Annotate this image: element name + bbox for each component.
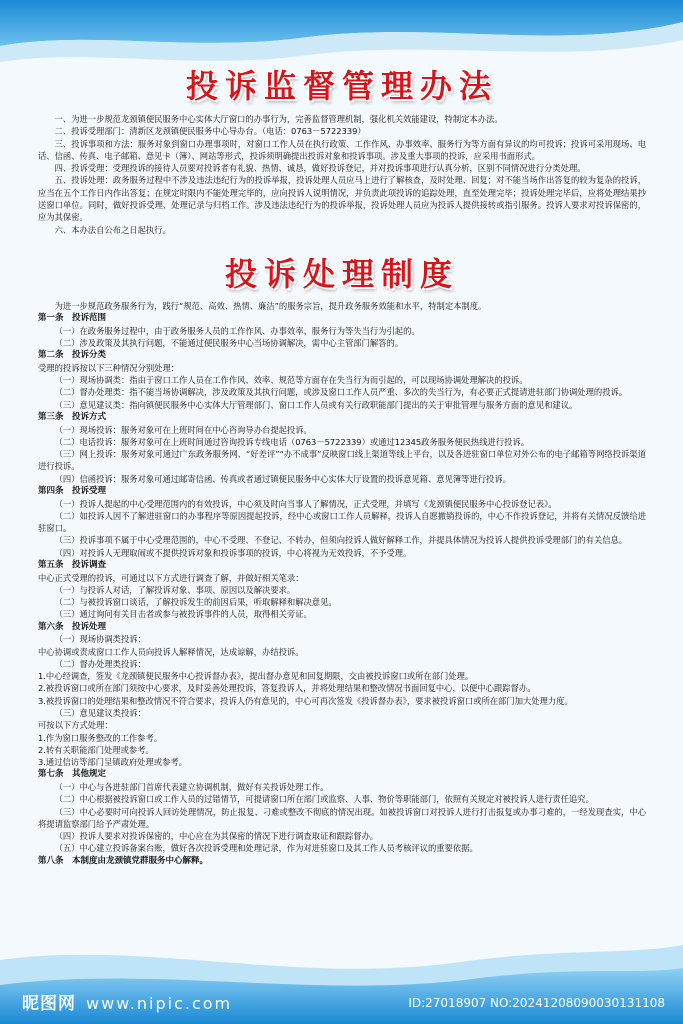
article-paragraph: （四）信函投诉：服务对象可通过邮寄信函、传真或者通过镇便民服务中心实体大厅设置的投诉意见箱、意见簿等进行投诉。 — [54, 473, 511, 484]
image-id-text: ID:27018907 NO:20241208090030131108 — [408, 996, 665, 1010]
article-paragraph: （二）中心根据被投诉窗口或工作人员的过错情节，可提请窗口所在部门或监察、人事、物价等职能部门，依照有关规定对被投诉人进行责任追究。 — [54, 794, 594, 805]
article-paragraph: 3.通过信访等部门呈镇政府处理或参考。 — [38, 757, 187, 768]
site-logo — [22, 989, 232, 1014]
rule-paragraph: 五、投诉处理：政务服务过程中不涉及违法违纪行为的投诉举报，投诉处理人员应马上进行了解核查，及时处理、回复；对不能当场作出答复的较为复杂的投诉，应当在五个工作日内作出答复；在规定时限内不能处理完毕的，应向投诉人说明情况，并负责此项投诉的追踪处理，直至处理完毕；投诉处理完毕后，应将处理结果抄送窗口单位。同时，做好投诉受理、处理记录与归档工作。涉及违法违纪行为的投诉举报，投诉处理人员应为投诉人提供接转或指引服务。投诉人要求对投诉保密的，应为其保密。 — [38, 175, 646, 223]
article-heading: 第二条 投诉分类 — [38, 350, 107, 361]
article-paragraph: （二）如投诉人因不了解进驻窗口的办事程序等原因提起投诉，经中心或窗口工作人员解释，投诉人自愿撤销投诉的，中心不作投诉登记，并将有关情况反馈给进驻窗口。 — [38, 510, 646, 534]
rule-paragraph: 六、本办法自公布之日起执行。 — [54, 224, 171, 235]
article-paragraph: （二）督办处理类投诉： — [54, 658, 146, 669]
article-paragraph: 受理的投诉按以下三种情况分别处理： — [38, 362, 180, 373]
article-paragraph: （二）电话投诉：服务对象可在上班时间通过咨询投诉专线电话（0763－5722339）或通过12345政务服务便民热线进行投诉。 — [54, 436, 530, 447]
article-paragraph: 2.转有关职能部门处理或参考。 — [38, 744, 154, 755]
article-paragraph: （四）对投诉人无理取闹或不提供投诉对象和投诉事项的投诉，中心将视为无效投诉，不予受理。 — [54, 547, 412, 558]
article-paragraph: 可按以下方式处理： — [38, 720, 113, 731]
title-complaint-handling: 投诉处理制度 — [224, 254, 459, 293]
article-paragraph: （三）通过询问有关目击者或参与被投诉事件的人员，取得相关旁证。 — [54, 609, 312, 620]
article-heading: 第三条 投诉方式 — [38, 412, 107, 423]
article-paragraph: （二）与被投诉窗口谈话，了解投诉发生的前因后果，听取解释和解决意见。 — [54, 597, 337, 608]
site-logo-text: 昵图网 — [22, 994, 76, 1014]
article-paragraph: （一）在政务服务过程中，由于政务服务人员的工作作风、办事效率、服务行为等失当行为引起的。 — [54, 325, 420, 336]
article-paragraph: （一）现场协调类投诉： — [54, 634, 146, 645]
article-paragraph: 中心正式受理的投诉，可通过以下方式进行调查了解，并做好相关笔录： — [38, 572, 304, 583]
article-heading: 第八条 本制度由龙颈镇党群服务中心解释。 — [38, 855, 209, 866]
article-paragraph: （三）意见建议类投诉： — [54, 707, 146, 718]
footer-bar — [0, 980, 683, 1024]
article-paragraph: （一）现场协调类：指由于窗口工作人员在工作作风、效率、规范等方面存在失当行为而引起的，可以现场协调处理解决的投诉。 — [54, 375, 528, 386]
article-paragraph: （一）现场投诉：服务对象可在上班时间在中心咨询导办台提起投诉。 — [54, 424, 312, 435]
title-complaint-supervision: 投诉监督管理办法 — [185, 67, 498, 105]
article-paragraph: （三）中心必要时可向投诉人回访处理情况，防止报复、刁难或整改不彻底的情况出现。如被投诉窗口对投诉人进行打击报复或办事刁难的，一经发现查实，中心将提请监察部门给予严肃处理。 — [38, 806, 646, 829]
article-paragraph: （一）中心与各进驻部门首席代表建立协调机制，做好有关投诉处理工作。 — [54, 781, 329, 792]
article-heading: 第四条 投诉受理 — [38, 486, 107, 497]
site-url: www.nipic.com — [86, 994, 233, 1013]
article-paragraph: （二）督办处理类：指不能当场协调解决，涉及政策及其执行问题，或涉及窗口工作人员严重、多次的失当行为，有必要正式提请进驻部门协调处理的投诉。 — [54, 387, 628, 398]
article-heading: 第一条 投诉范围 — [38, 313, 107, 324]
article-heading: 第六条 投诉处理 — [38, 621, 107, 632]
article-paragraph: 3.被投诉窗口的处理结果和整改情况不符合要求，投诉人仍有意见的，中心可再次签发《投诉督办表》，要求被投诉窗口或所在部门加大处理力度。 — [38, 695, 573, 706]
section-supervision-rules — [38, 113, 646, 236]
poster-content — [38, 55, 646, 867]
section-handling-articles — [38, 312, 646, 867]
article-paragraph: （二）涉及政策及其执行问题，不能通过便民服务中心当场协调解决，需中心主管部门解答的。 — [54, 338, 404, 349]
rule-paragraph: 四、投诉受理：受理投诉的接待人员要对投诉者有礼貌、热情、诚恳，做好投诉登记，并对投诉事项进行认真分析，区别不同情况进行分类处理。 — [54, 163, 586, 174]
article-paragraph: （三）投诉事项不属于中心受理范围的，中心不受理、不登记、不转办，但须向投诉人做好解释工作，并提具体情况为投诉人提供投诉受理部门的有关信息。 — [54, 535, 628, 546]
article-paragraph: （一）投诉人提起的中心受理范围内的有效投诉，中心须及时向当事人了解情况，正式受理，并填写《龙颈镇便民服务中心投诉登记表》。 — [54, 498, 557, 509]
article-paragraph: （一）与投诉人对话，了解投诉对象、事项、原因以及解决要求。 — [54, 584, 296, 595]
article-paragraph: 2.被投诉窗口或所在部门须按中心要求，及时妥善处理投诉，答复投诉人，并将处理结果和整改情况书面回复中心，以便中心跟踪督办。 — [38, 683, 536, 694]
rule-paragraph: 一、为进一步规范龙颈镇便民服务中心实体大厅窗口的办事行为，完善监督管理机制，强化机关效能建设，特制定本办法。 — [54, 114, 503, 124]
article-paragraph: 中心协调或责成窗口工作人员向投诉人解释情况，达成谅解，办结投诉。 — [38, 646, 304, 657]
article-heading: 第七条 其他规定 — [38, 769, 107, 780]
article-paragraph: 1.作为窗口服务整改的工作参考。 — [38, 732, 163, 743]
article-paragraph: （四）投诉人要求对投诉保密的，中心应在为其保密的情况下进行调查取证和跟踪督办。 — [54, 831, 379, 842]
article-paragraph: （三）意见建议类：指向镇便民服务中心实体大厅管理部门、窗口工作人员或有关行政职能部门提出的关于审批管理与服务方面的意见和建议。 — [54, 399, 578, 410]
article-heading: 第五条 投诉调查 — [38, 560, 107, 571]
intro-paragraph: 为进一步规范政务服务行为，践行“规范、高效、热情、廉洁”的服务宗旨，提升政务服务效能和水平，特制定本制度。 — [54, 300, 487, 311]
article-paragraph: （三）网上投诉：服务对象可通过广东政务服务网、“好差评”“办不成事”反映窗口线上渠道等线上平台，以及各进驻窗口单位对外公布的电子邮箱等网络投诉渠道进行投诉。 — [38, 449, 646, 472]
rule-paragraph: 二、投诉受理部门：清新区龙颈镇便民服务中心导办台。（电话：0763－5722339） — [54, 126, 366, 137]
article-paragraph: 1.中心经调查，签发《龙颈镇便民服务中心投诉督办表》，提出督办意见和回复期限，交由被投诉窗口或所在部门处理。 — [38, 671, 474, 682]
article-paragraph: （五）中心建立投诉备案台账，做好各次投诉受理和处理记录，作为对进驻窗口及其工作人员考核评议的重要依据。 — [54, 843, 478, 854]
rule-paragraph: 三、投诉事项和方法：服务对象到窗口办理事项时，对窗口工作人员在执行政策、工作作风、办事效率、服务行为等方面有异议的均可投诉；投诉可采用现场、电话、信函、传真、电子邮箱、意见卡（簿）、网站等形式，投诉须明确提出投诉对象和投诉事项。涉及重大事项的投诉，应采用书面形式。 — [38, 138, 646, 161]
